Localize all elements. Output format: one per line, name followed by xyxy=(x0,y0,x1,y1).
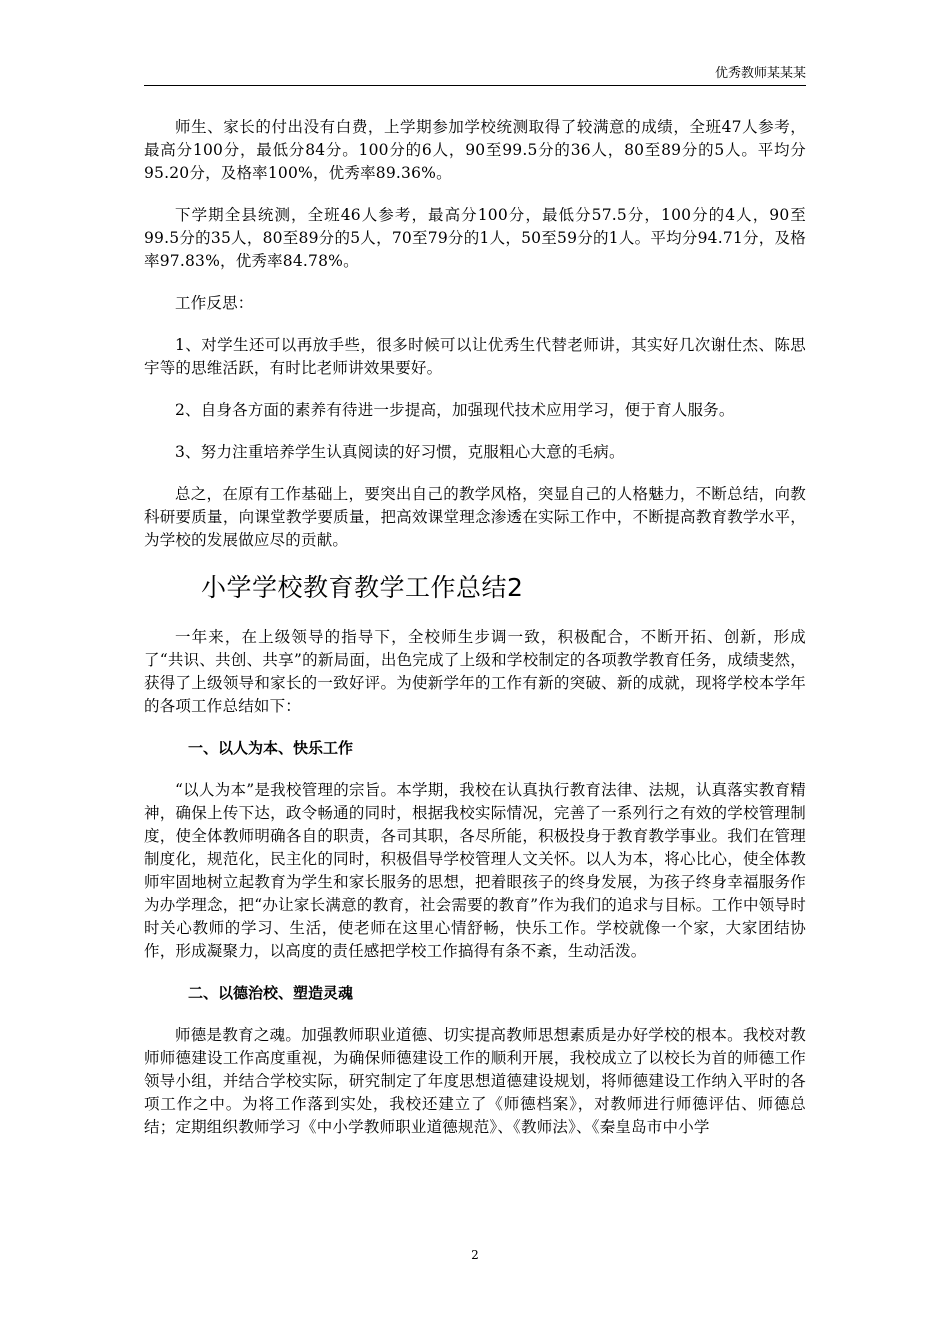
paragraph-conclusion: 总之，在原有工作基础上，要突出自己的教学风格，突显自己的人格魅力，不断总结，向教科研要质量，向课堂教学要质量，把高效课堂理念渗透在实际工作中，不断提高教育教学水平，为学校的发展做应尽的贡献。 xyxy=(144,485,806,549)
paragraph-intro: 一年来，在上级领导的指导下，全校师生步调一致，积极配合，不断开拓、创新，形成了“共识、共创、共享”的新局面，出色完成了上级和学校制定的各项教学教育任务，成绩斐然，获得了上级领导和家长的一致好评。为使新学年的工作有新的突破、新的成就，现将学校本学年的各项工作总结如下： xyxy=(144,628,806,715)
paragraph-people-oriented: “以人为本”是我校管理的宗旨。本学期，我校在认真执行教育法律、法规，认真落实教育精神，确保上传下达，政令畅通的同时，根据我校实际情况，完善了一系列行之有效的学校管理制度，使全体教师明确各自的职责，各司其职，各尽所能，积极投身于教育教学事业。我们在管理制度化，规范化，民主化的同时，积极倡导学校管理人文关怀。以人为本，将心比心，使全体教师牢固地树立起教育为学生和家长服务的思想，把着眼孩子的终身发展，为孩子终身幸福服务作为办学理念，把“办让家长满意的教育，社会需要的教育”作为我们的追求与目标。工作中领导时时关心教师的学习、生活，使老师在这里心情舒畅，快乐工作。学校就像一个家，大家团结协作，形成凝聚力，以高度的责任感把学校工作搞得有条不紊，生动活泼。 xyxy=(144,781,806,960)
paragraph-moral-governance: 师德是教育之魂。加强教师职业道德、切实提高教师思想素质是办好学校的根本。我校对教师师德建设工作高度重视，为确保师德建设工作的顺利开展，我校成立了以校长为首的师德工作领导小组，并结合学校实际，研究制定了年度思想道德建设规划，将师德建设工作纳入平时的各项工作之中。为将工作落到实处，我校还建立了《师德档案》，对教师进行师德评估、师德总结；定期组织教师学习《中小学教师职业道德规范》、《教师法》、《秦皇岛市中小学 xyxy=(144,1026,806,1136)
paragraph-reflection-1: 1、对学生还可以再放手些，很多时候可以让优秀生代替老师讲，其实好几次谢仕杰、陈思宇等的思维活跃，有时比老师讲效果要好。 xyxy=(144,336,806,377)
paragraph-reflection-2: 2、自身各方面的素养有待进一步提高，加强现代技术应用学习，便于育人服务。 xyxy=(175,401,735,419)
heading-moral-governance: 二、以德治校、塑造灵魂 xyxy=(188,984,354,1002)
paragraph-exam-results-2: 下学期全县统测，全班46人参考，最高分100分，最低分57.5分，100分的4人，90至99.5分的35人，80至89分的5人，70至79分的1人，50至59分的1人。平均分94.71分，及格率97.83%，优秀率84.78%。 xyxy=(144,206,806,270)
page-header: 优秀教师某某某 xyxy=(714,66,806,81)
header-divider xyxy=(144,85,806,86)
section-title: 小学学校教育教学工作总结2 xyxy=(201,573,524,602)
page-number: 2 xyxy=(471,1248,479,1262)
paragraph-exam-results-1: 师生、家长的付出没有白费，上学期参加学校统测取得了较满意的成绩，全班47人参考，最高分100分，最低分84分。100分的6人，90至99.5分的36人，80至89分的5人。平均分95.20分，及格率100%，优秀率89.36%。 xyxy=(144,118,806,182)
heading-people-oriented: 一、以人为本、快乐工作 xyxy=(188,739,354,757)
paragraph-reflection-label: 工作反思： xyxy=(175,294,254,312)
document-body xyxy=(144,116,806,1158)
paragraph-reflection-3: 3、努力注重培养学生认真阅读的好习惯，克服粗心大意的毛病。 xyxy=(175,443,625,461)
